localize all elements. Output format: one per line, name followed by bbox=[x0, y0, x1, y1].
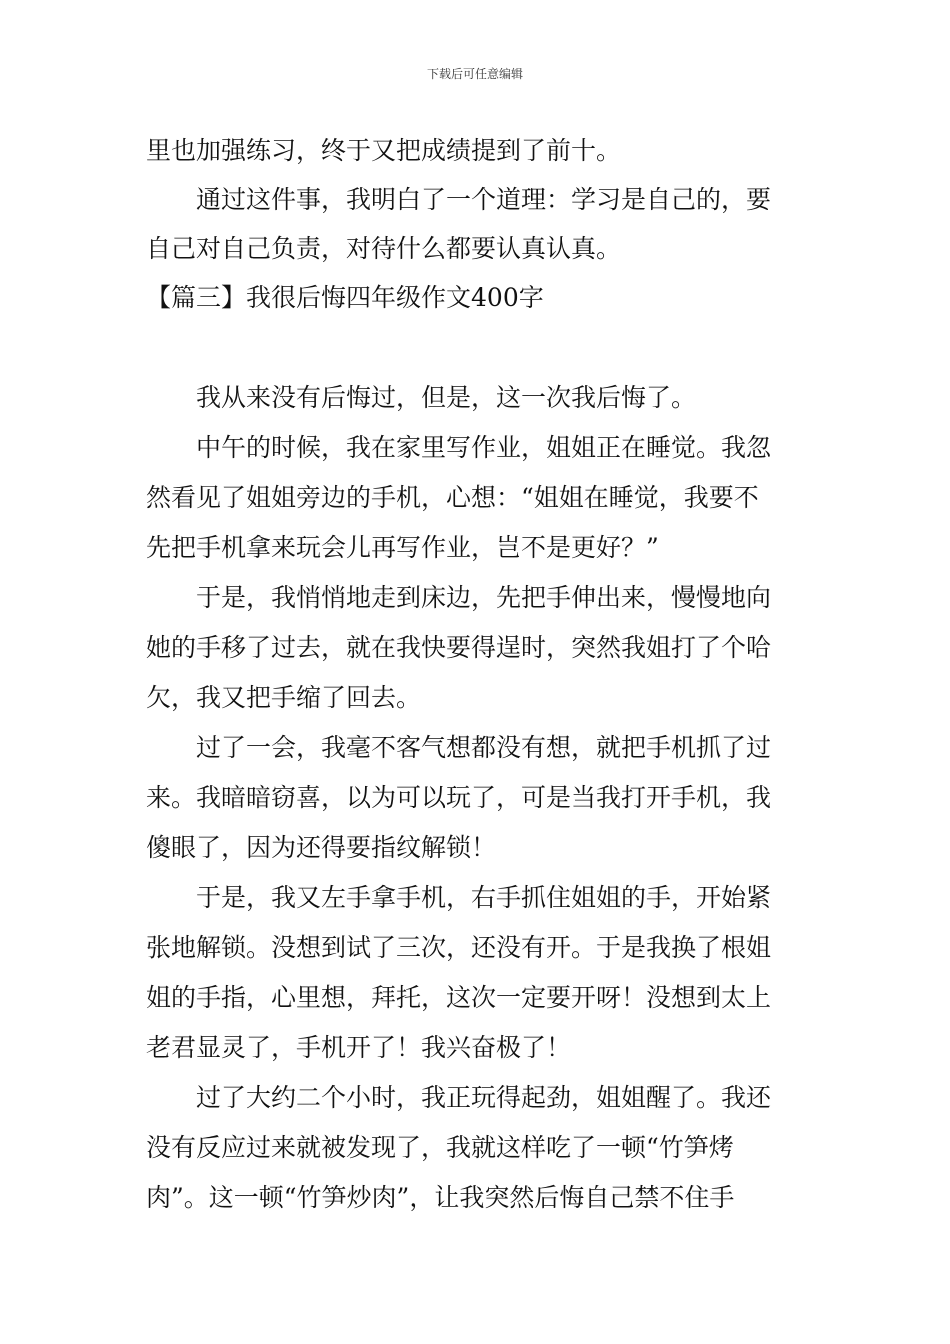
text-line: 于是，我又左手拿手机，右手抓住姐姐的手，开始紧 bbox=[196, 883, 772, 912]
text-line: 欠，我又把手缩了回去。 bbox=[146, 683, 422, 712]
text-line: 她的手移了过去，就在我快要得逞时，突然我姐打了个哈 bbox=[146, 633, 772, 662]
text-line: 然看见了姐姐旁边的手机，心想：“姐姐在睡觉，我要不 bbox=[146, 483, 759, 512]
text-line: 我从来没有后悔过，但是，这一次我后悔了。 bbox=[196, 383, 697, 412]
page-header: 下载后可任意编辑 bbox=[426, 67, 523, 81]
text-line: 肉”。这一顿“竹笋炒肉”，让我突然后悔自己禁不住手 bbox=[146, 1183, 735, 1212]
section-heading: 【篇三】我很后悔四年级作文400字 bbox=[146, 283, 544, 312]
text-line: 傻眼了，因为还得要指纹解锁！ bbox=[146, 833, 497, 862]
text-line: 自己对自己负责，对待什么都要认真认真。 bbox=[146, 234, 622, 263]
text-line: 没有反应过来就被发现了，我就这样吃了一顿“竹笋烤 bbox=[146, 1133, 734, 1162]
text-line: 通过这件事，我明白了一个道理：学习是自己的，要 bbox=[196, 185, 772, 214]
text-line: 姐的手指，心里想，拜托，这次一定要开呀！没想到太上 bbox=[146, 983, 772, 1012]
text-line: 来。我暗暗窃喜，以为可以玩了，可是当我打开手机，我 bbox=[146, 783, 772, 812]
text-line: 中午的时候，我在家里写作业，姐姐正在睡觉。我忽 bbox=[196, 433, 772, 462]
text-line: 张地解锁。没想到试了三次，还没有开。于是我换了根姐 bbox=[146, 933, 772, 962]
text-line: 过了大约二个小时，我正玩得起劲，姐姐醒了。我还 bbox=[196, 1083, 772, 1112]
text-line: 老君显灵了，手机开了！我兴奋极了！ bbox=[146, 1033, 572, 1062]
text-line: 于是，我悄悄地走到床边，先把手伸出来，慢慢地向 bbox=[196, 583, 772, 612]
text-line: 过了一会，我毫不客气想都没有想，就把手机抓了过 bbox=[196, 733, 772, 762]
text-line: 里也加强练习，终于又把成绩提到了前十。 bbox=[146, 136, 622, 165]
text-line: 先把手机拿来玩会儿再写作业，岂不是更好？” bbox=[146, 533, 659, 562]
